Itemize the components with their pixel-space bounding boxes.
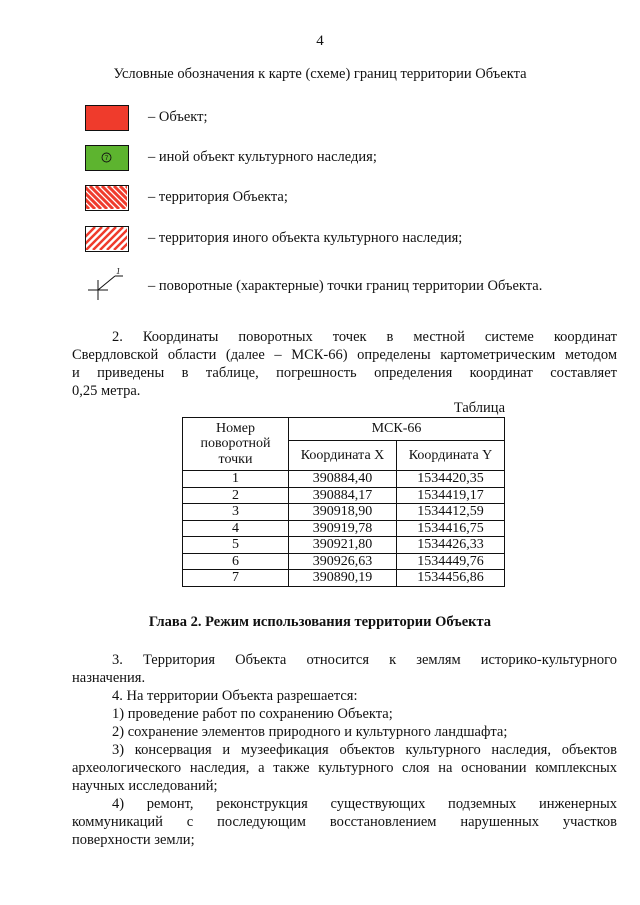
table-row: 6 390926,63 1534449,76 bbox=[183, 553, 505, 570]
page-number: 4 bbox=[316, 33, 324, 49]
legend-label: – поворотные (характерные) точки границ территории Объекта. bbox=[148, 278, 543, 294]
list-item-2: 2) сохранение элементов природного и культурного ландшафта; bbox=[112, 724, 508, 740]
turning-point-mark-icon bbox=[85, 268, 135, 302]
paragraph-4: 4. На территории Объекта разрешается: bbox=[112, 688, 358, 704]
legend-item-object bbox=[85, 105, 585, 135]
red-filled-square-icon bbox=[85, 105, 129, 131]
table-row: 2 390884,17 1534419,17 bbox=[183, 487, 505, 504]
header-point-number: Номер поворотной точки bbox=[183, 418, 289, 471]
legend-item-object-territory bbox=[85, 185, 585, 215]
paragraph-2-line-4: 0,25 метра. bbox=[72, 383, 141, 399]
paragraph-2-line-1: 2. Координаты поворотных точек в местной системе координат bbox=[112, 329, 617, 345]
paragraph-3-line-2: назначения. bbox=[72, 670, 146, 686]
legend-label: – территория Объекта; bbox=[148, 189, 288, 205]
red-sparse-hatch-icon bbox=[85, 226, 129, 252]
chapter-title: Глава 2. Режим использования территории Объекта bbox=[148, 614, 492, 630]
header-coord-y: Координата Y bbox=[397, 441, 505, 471]
list-item-3-line-3: научных исследований; bbox=[72, 778, 218, 794]
table-row: 3 390918,90 1534412,59 bbox=[183, 504, 505, 521]
legend-item-turning-points bbox=[85, 268, 585, 302]
legend-label: – Объект; bbox=[148, 109, 208, 125]
list-item-4-line-3: поверхности земли; bbox=[72, 832, 195, 848]
list-item-4-line-1: 4) ремонт, реконструкция существующих подземных инженерных bbox=[112, 796, 617, 812]
legend-item-other-heritage-object bbox=[85, 145, 585, 175]
table-row: 1 390884,40 1534420,35 bbox=[183, 471, 505, 488]
legend-title: Условные обозначения к карте (схеме) границ территории Объекта bbox=[113, 66, 527, 82]
header-msk66: МСК-66 bbox=[289, 418, 505, 441]
list-item-3-line-2: археологического наследия, а также культурного слоя на основании комплексных bbox=[72, 760, 617, 776]
paragraph-3-line-1: 3. Территория Объекта относится к землям историко-культурного bbox=[112, 652, 617, 668]
svg-text:1: 1 bbox=[116, 268, 121, 276]
list-item-3-line-1: 3) консервация и музеефикация объектов культурного наследия, объектов bbox=[112, 742, 617, 758]
table-row: 5 390921,80 1534426,33 bbox=[183, 537, 505, 554]
list-item-4-line-2: коммуникаций с последующим восстановлением нарушенных участков bbox=[72, 814, 617, 830]
header-coord-x: Координата X bbox=[289, 441, 397, 471]
table-row: 7 390890,19 1534456,86 bbox=[183, 570, 505, 587]
list-item-1: 1) проведение работ по сохранению Объекта; bbox=[112, 706, 393, 722]
table-caption: Таблица bbox=[453, 400, 505, 416]
table-row: 4 390919,78 1534416,75 bbox=[183, 520, 505, 537]
red-dense-hatch-icon bbox=[85, 185, 129, 211]
legend-item-other-territory bbox=[85, 226, 585, 256]
legend-label: – иной объект культурного наследия; bbox=[148, 149, 377, 165]
coordinates-table bbox=[182, 417, 505, 587]
legend-label: – территория иного объекта культурного наследия; bbox=[148, 230, 463, 246]
paragraph-2-line-3: и приведены в таблице, погрешность определения координат составляет bbox=[72, 365, 617, 381]
svg-text:7: 7 bbox=[104, 155, 109, 162]
green-square-with-number-icon bbox=[85, 145, 129, 171]
paragraph-2-line-2: Свердловской области (далее – МСК-66) определены картометрическим методом bbox=[72, 347, 617, 363]
